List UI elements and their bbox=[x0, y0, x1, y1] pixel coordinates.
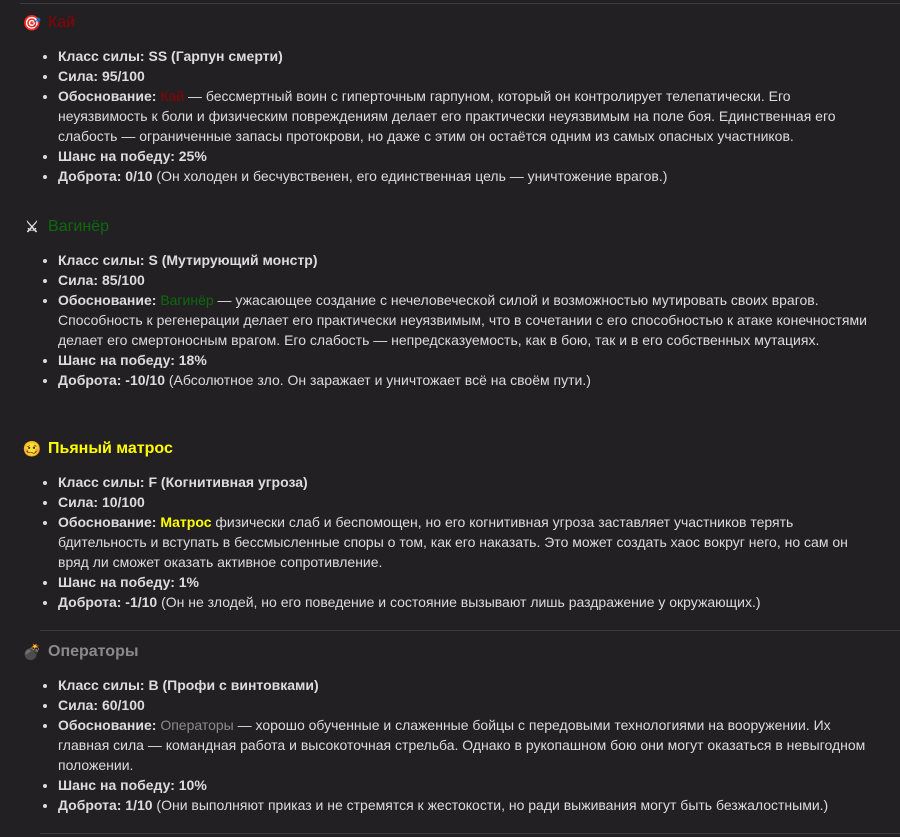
list-item bbox=[58, 795, 882, 815]
list-item bbox=[58, 146, 882, 166]
item-text: — бессмертный воин с гиперточным гарпуном, который он контролирует телепатически. Его неуязвимость к боли и физическим повреждениям делает его практически неуязвимым на поле боя. Единственная его слабость — ограниченные запасы протокрови, но даже с этим он остаётся одним из самых опасных участников. bbox=[58, 88, 836, 144]
item-label: Класс силы: SS (Гарпун смерти) bbox=[58, 48, 283, 64]
item-label: Доброта: -10/10 bbox=[58, 372, 165, 388]
list-item bbox=[58, 370, 882, 390]
item-label: Шанс на победу: 25% bbox=[58, 148, 207, 164]
divider bbox=[40, 630, 900, 631]
list-item bbox=[58, 166, 882, 186]
item-label: Сила: 85/100 bbox=[58, 272, 145, 288]
stats-list bbox=[22, 675, 882, 815]
item-label: Доброта: 0/10 bbox=[58, 168, 153, 184]
list-item bbox=[58, 290, 882, 350]
list-item bbox=[58, 715, 882, 775]
item-text: (Он не злодей, но его поведение и состояние вызывают лишь раздражение у окружающих.) bbox=[157, 594, 761, 610]
list-item bbox=[58, 512, 882, 572]
crossed-swords-icon: ⚔ bbox=[25, 219, 39, 236]
section-title: Кай bbox=[48, 14, 76, 31]
list-item bbox=[58, 270, 882, 290]
name-highlight: Операторы bbox=[160, 717, 234, 733]
section-title: Операторы bbox=[48, 643, 139, 660]
item-label: Класс силы: S (Мутирующий монстр) bbox=[58, 252, 318, 268]
stats-list bbox=[22, 250, 882, 390]
item-text: (Он холоден и бесчувственен, его единственная цель — уничтожение врагов.) bbox=[152, 168, 668, 184]
name-highlight: Кай bbox=[160, 88, 185, 104]
section-heading bbox=[22, 641, 882, 663]
section-heading bbox=[22, 438, 882, 460]
item-label: Класс силы: B (Профи с винтовками) bbox=[58, 677, 319, 693]
item-label: Обоснование: bbox=[58, 88, 157, 104]
section-operators bbox=[22, 641, 882, 815]
woozy-face-icon: 🥴 bbox=[22, 441, 42, 458]
item-label: Класс силы: F (Когнитивная угроза) bbox=[58, 474, 308, 490]
list-item bbox=[58, 46, 882, 66]
section-kai bbox=[22, 12, 882, 186]
list-item bbox=[58, 695, 882, 715]
item-label: Шанс на победу: 18% bbox=[58, 352, 207, 368]
stats-list bbox=[22, 472, 882, 612]
list-item bbox=[58, 350, 882, 370]
item-label: Доброта: 1/10 bbox=[58, 797, 153, 813]
list-item bbox=[58, 66, 882, 86]
item-text: физически слаб и беспомощен, но его когнитивная угроза заставляет участников терять бдительность и вступать в бессмысленные споры о том, как его наказать. Это может создать хаос вокруг него, но сам он вряд ли сможет оказать активное сопротивление. bbox=[58, 514, 848, 570]
item-label: Шанс на победу: 10% bbox=[58, 777, 207, 793]
item-text: (Они выполняют приказ и не стремятся к жестокости, но ради выживания могут быть безжалостными.) bbox=[152, 797, 829, 813]
list-item bbox=[58, 775, 882, 795]
section-title: Вагинёр bbox=[48, 218, 109, 235]
name-highlight: Матрос bbox=[160, 514, 212, 530]
divider bbox=[40, 833, 900, 834]
item-label: Обоснование: bbox=[58, 292, 157, 308]
target-icon: 🎯 bbox=[22, 15, 42, 32]
section-heading bbox=[22, 216, 882, 238]
item-label: Сила: 60/100 bbox=[58, 697, 145, 713]
list-item bbox=[58, 250, 882, 270]
name-highlight: Вагинёр bbox=[160, 292, 214, 308]
list-item bbox=[58, 592, 882, 612]
list-item bbox=[58, 675, 882, 695]
list-item bbox=[58, 492, 882, 512]
list-item bbox=[58, 572, 882, 592]
item-label: Обоснование: bbox=[58, 717, 157, 733]
section-heading bbox=[22, 12, 882, 34]
item-label: Сила: 10/100 bbox=[58, 494, 145, 510]
divider bbox=[20, 3, 900, 4]
item-label: Обоснование: bbox=[58, 514, 157, 530]
item-text: (Абсолютное зло. Он заражает и уничтожает всё на своём пути.) bbox=[165, 372, 591, 388]
list-item bbox=[58, 472, 882, 492]
stats-list bbox=[22, 46, 882, 186]
section-title: Пьяный матрос bbox=[48, 440, 173, 457]
item-label: Доброта: -1/10 bbox=[58, 594, 158, 610]
item-text: — хорошо обученные и слаженные бойцы с передовыми технологиями на вооружении. Их главная сила — командная работа и высокоточная стрельба. Однако в рукопашном бою они могут оказаться в невыгодном положении. bbox=[58, 717, 866, 773]
item-text: — ужасающее создание с нечеловеческой силой и возможностью мутировать своих врагов. Способность к регенерации делает его практически неуязвимым, что в сочетании с его способностью к атаке конечностями делает его смертоносным врагом. Его слабость — непредсказуемость, как в бою, так и в его собственных мутациях. bbox=[58, 292, 867, 348]
bomb-icon: 💣 bbox=[22, 644, 42, 661]
list-item bbox=[58, 86, 882, 146]
section-sailor bbox=[22, 438, 882, 612]
item-label: Сила: 95/100 bbox=[58, 68, 145, 84]
item-label: Шанс на победу: 1% bbox=[58, 574, 200, 590]
section-vaginer bbox=[22, 216, 882, 390]
